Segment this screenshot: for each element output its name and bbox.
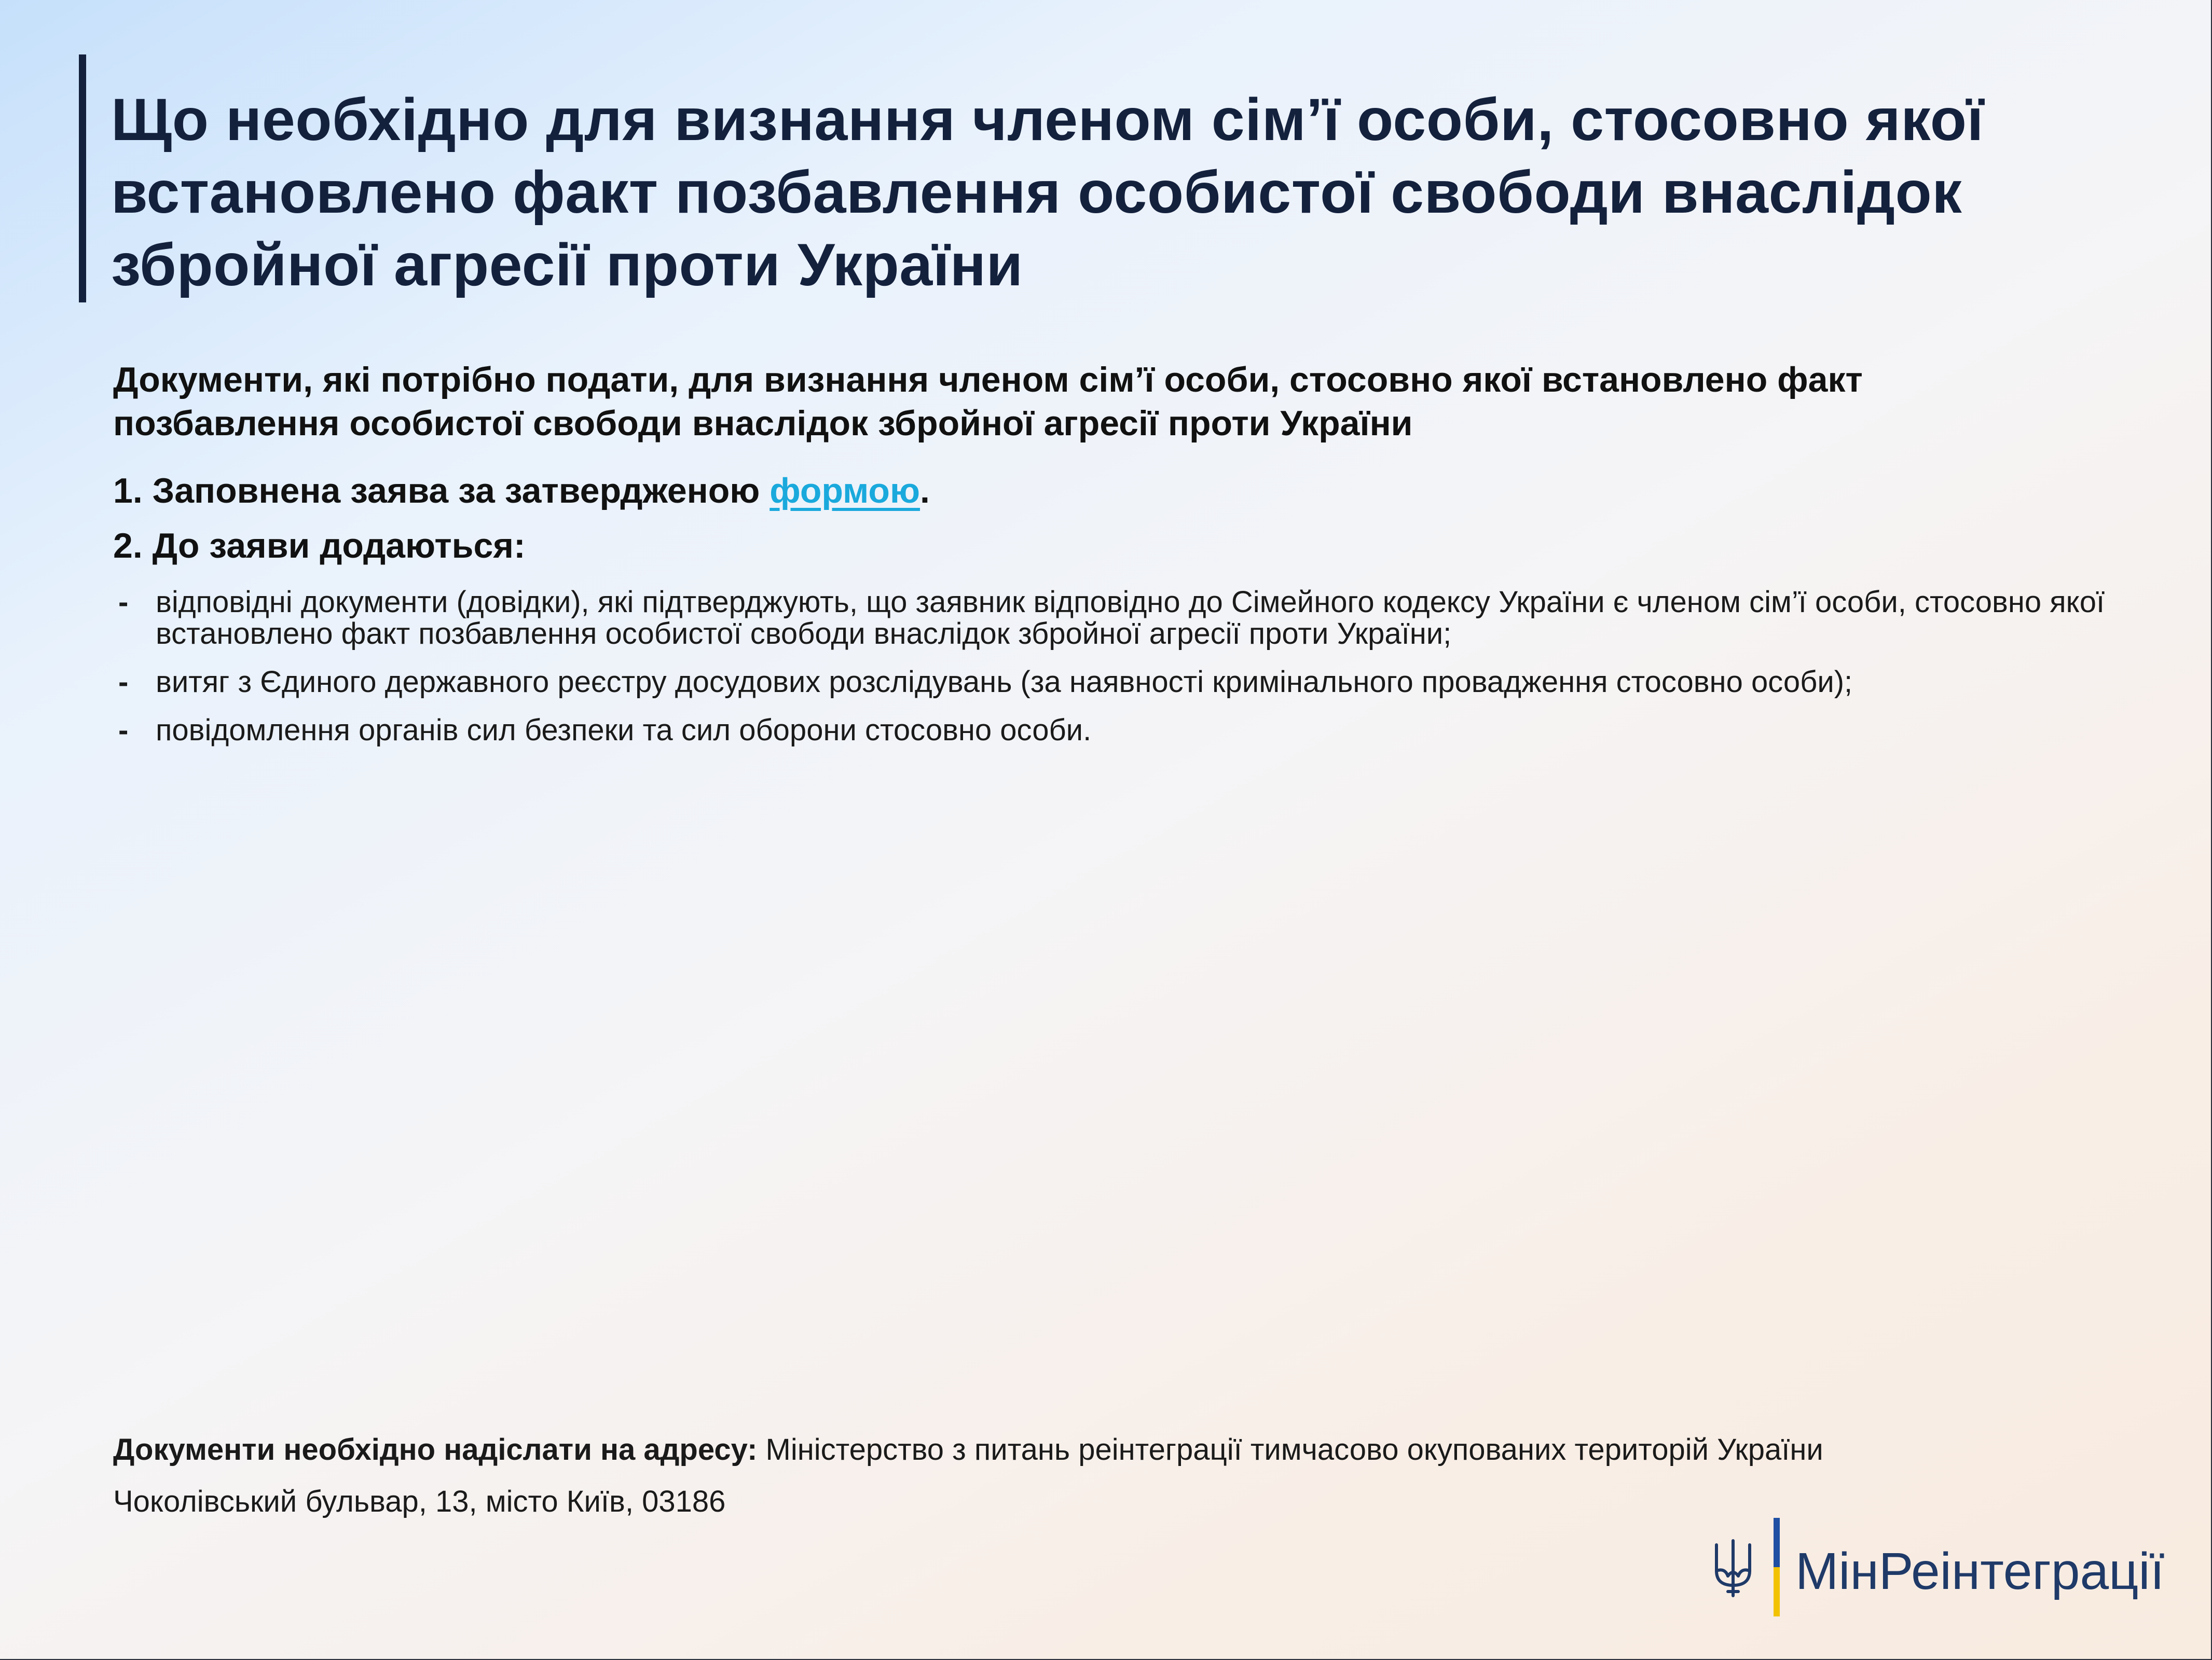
attachment-item <box>118 666 2132 698</box>
attachment-text: відповідні документи (довідки), які підтверджують, що заявник відповідно до Сімейного кодексу України є членом сім’ї особи, стосовно якої встановлено факт позбавлення особистої свободи внаслідок збройної агресії проти України; <box>156 585 2105 651</box>
trident-icon <box>1712 1538 1754 1600</box>
attachment-text: витяг з Єдиного державного реєстру досудових розслідувань (за наявності кримінального провадження стосовно особи); <box>156 665 1853 699</box>
attachment-text: повідомлення органів сил безпеки та сил оборони стосовно особи. <box>156 713 1092 747</box>
application-text: 1. Заповнена заява за затвердженою <box>113 471 770 510</box>
page-title: Що необхідно для визнання членом сім’ї особи, стосовно якої встановлено факт позбавлення особистої свободи внаслідок збройної агресії проти України <box>111 87 1984 298</box>
logo-text: МінРеінтеграції <box>1795 1542 2165 1600</box>
attachment-item <box>118 586 2132 649</box>
dash-bullet: - <box>118 585 129 619</box>
footer-recipient <box>113 1432 1823 1468</box>
application-suffix: . <box>920 471 930 510</box>
footer-recipient-text: Міністерство з питань реінтеграції тимчасово окупованих територій України <box>757 1433 1823 1467</box>
list-item-application <box>113 469 930 513</box>
list-item-attachments: 2. До заяви додаються: <box>113 526 526 565</box>
dash-bullet: - <box>118 665 129 699</box>
attachments-list <box>118 586 2132 763</box>
title-block <box>79 54 2103 302</box>
ministry-logo <box>1712 1515 2179 1619</box>
form-link[interactable]: формою <box>770 471 920 510</box>
flag-yellow-segment <box>1774 1567 1780 1616</box>
flag-blue-segment <box>1774 1518 1780 1567</box>
documents-heading: Документи, які потрібно подати, для визнання членом сім’ї особи, стосовно якої встановлено факт позбавлення особистої свободи внаслідок збройної агресії проти України <box>113 360 1863 443</box>
ukrainian-flag-bar <box>1774 1518 1780 1616</box>
attachment-item <box>118 714 2132 746</box>
dash-bullet: - <box>118 713 129 747</box>
footer-label: Документи необхідно надіслати на адресу: <box>113 1433 758 1467</box>
footer-address: Чоколівський бульвар, 13, місто Київ, 03186 <box>113 1485 726 1518</box>
